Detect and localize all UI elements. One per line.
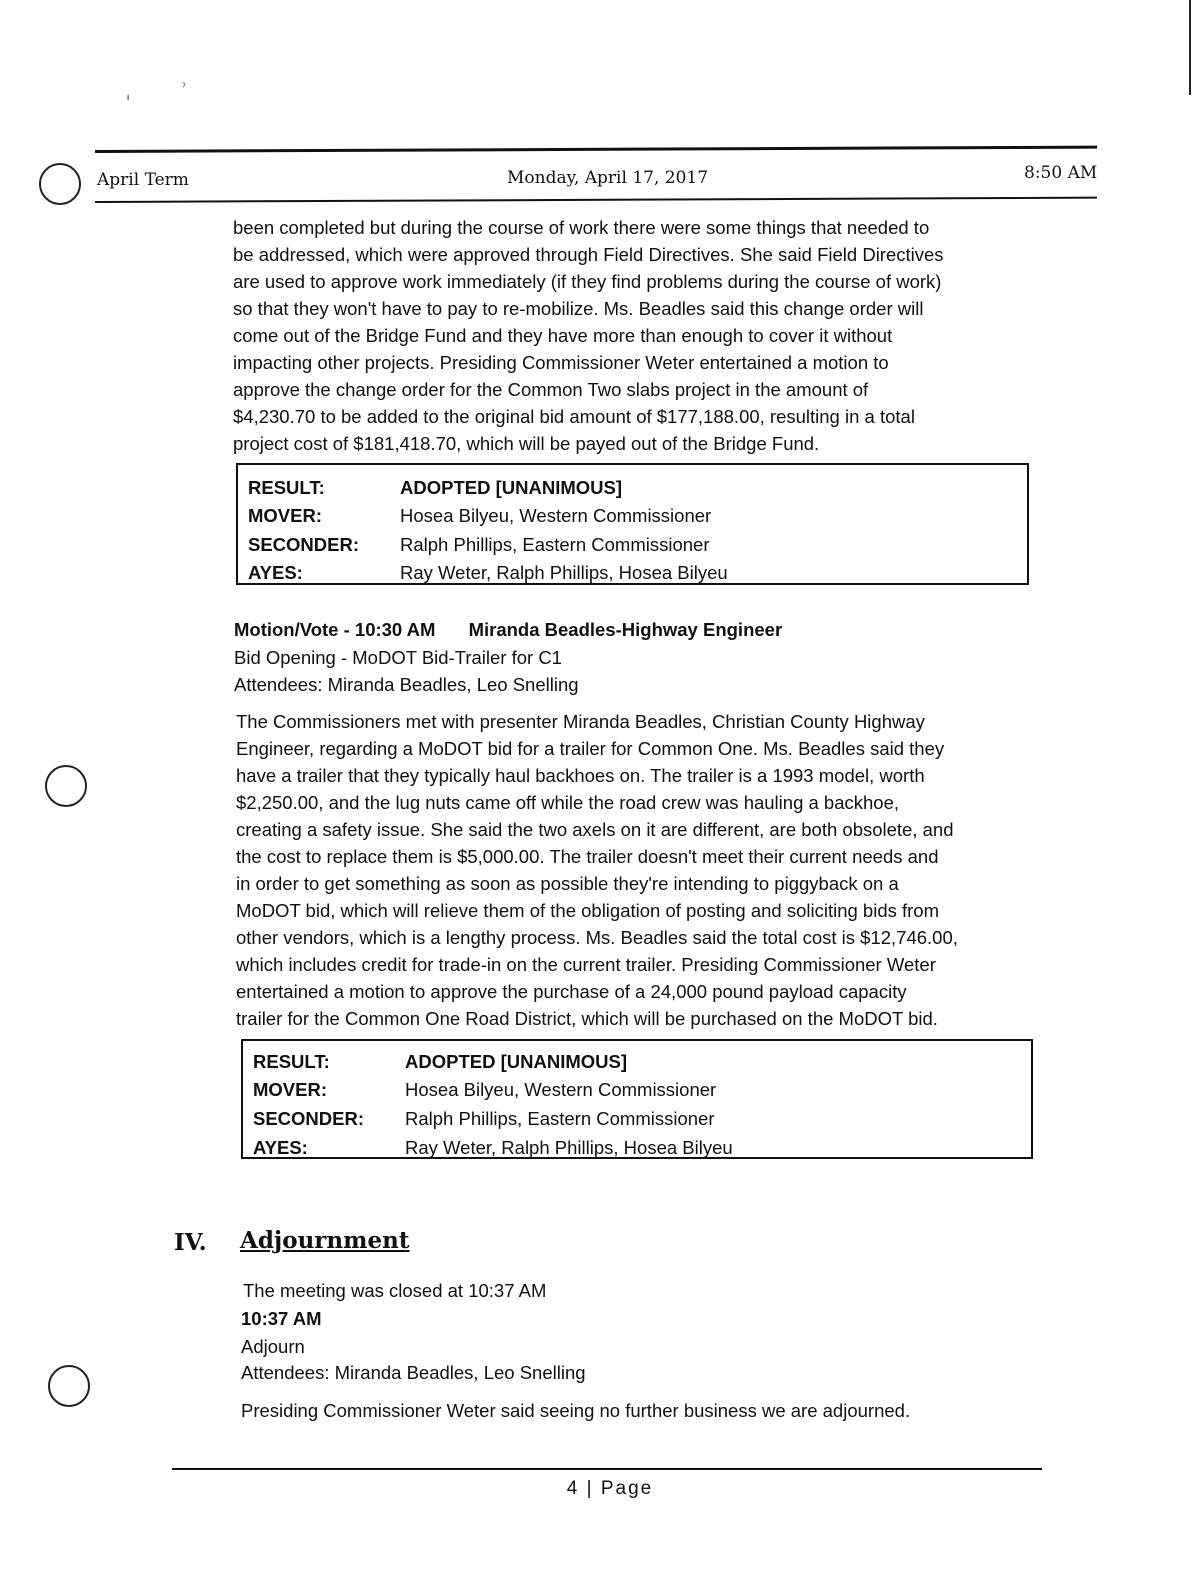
paragraph-line: the cost to replace them is $5,000.00. The trailer doesn't meet their current needs and [236,846,939,867]
adjourn-time: 10:37 AM [241,1308,322,1329]
adjourn-attendees: Attendees: Miranda Beadles, Leo Snelling [241,1362,586,1383]
paragraph-line: $4,230.70 to be added to the original bid amount of $177,188.00, resulting in a total [233,406,915,427]
result-label: RESULT: [253,1051,330,1072]
header-date: Monday, April 17, 2017 [507,168,709,188]
binder-hole-middle [45,765,87,807]
header-rule-top [95,146,1097,153]
scan-speck: ˀ [182,82,186,93]
adjourn-statement: Presiding Commissioner Weter said seeing no further business we are adjourned. [241,1400,911,1421]
header-time: 8:50 AM [1024,163,1098,183]
mover-label: MOVER: [248,505,322,526]
paragraph-line: impacting other projects. Presiding Commissioner Weter entertained a motion to [233,352,889,373]
paragraph-line: other vendors, which is a lengthy process. Ms. Beadles said the total cost is $12,746.00, [236,927,958,948]
item-paragraph [236,708,958,1032]
paragraph-line: been completed but during the course of work there were some things that needed to [233,217,930,238]
scan-edge-mark [1189,0,1191,95]
paragraph-line: Engineer, regarding a MoDOT bid for a trailer for Common One. Ms. Beadles said they [236,738,945,759]
mover-value: Hosea Bilyeu, Western Commissioner [405,1079,717,1100]
header-rule-bottom [95,197,1097,203]
ayes-value: Ray Weter, Ralph Phillips, Hosea Bilyeu [405,1137,733,1158]
result-label: RESULT: [248,477,325,498]
motion-time: Motion/Vote - 10:30 AM [234,619,436,640]
paragraph-line: project cost of $181,418.70, which will be payed out of the Bridge Fund. [233,433,820,454]
paragraph-line: have a trailer that they typically haul backhoes on. The trailer is a 1993 model, worth [236,765,925,786]
seconder-label: SECONDER: [253,1108,365,1129]
scan-speck: ᵼ [127,92,130,103]
closing-time-statement: The meeting was closed at 10:37 AM [243,1280,547,1301]
seconder-value: Ralph Phillips, Eastern Commissioner [405,1108,715,1129]
section-number: IV. [174,1229,207,1256]
paragraph-line: are used to approve work immediately (if they find problems during the course of work) [233,271,942,292]
agenda-item-header [234,619,782,641]
binder-hole-top [39,163,81,205]
mover-label: MOVER: [253,1079,327,1100]
paragraph-line: $2,250.00, and the lug nuts came off while the road crew was hauling a backhoe, [236,792,900,813]
agenda-item-attendees: Attendees: Miranda Beadles, Leo Snelling [234,674,579,695]
ayes-value: Ray Weter, Ralph Phillips, Hosea Bilyeu [400,562,728,583]
paragraph-line: MoDOT bid, which will relieve them of the obligation of posting and soliciting bids from [236,900,939,921]
paragraph-line: come out of the Bridge Fund and they have more than enough to cover it without [233,325,893,346]
vote-result-table [236,463,1029,585]
paragraph-line: creating a safety issue. She said the two axels on it are different, are both obsolete, and [236,819,954,840]
agenda-item-subject: Bid Opening - MoDOT Bid-Trailer for C1 [234,647,562,668]
paragraph-line: in order to get something as soon as possible they're intending to piggyback on a [236,873,899,894]
binder-hole-bottom [48,1365,90,1407]
ayes-label: AYES: [253,1137,308,1158]
section-title: Adjournment [240,1227,410,1254]
presenter: Miranda Beadles-Highway Engineer [468,619,783,640]
page-number: 4 | Page [566,1478,654,1499]
paragraph-line: which includes credit for trade-in on the current trailer. Presiding Commissioner Weter [236,954,936,975]
header-term: April Term [97,170,189,190]
result-value: ADOPTED [UNANIMOUS] [405,1051,627,1072]
ayes-label: AYES: [248,562,303,583]
paragraph-line: The Commissioners met with presenter Miranda Beadles, Christian County Highway [236,711,925,732]
footer-rule [172,1468,1042,1470]
paragraph-line: be addressed, which were approved through Field Directives. She said Field Directives [233,244,944,265]
vote-result-table [241,1039,1033,1159]
result-value: ADOPTED [UNANIMOUS] [400,477,622,498]
seconder-value: Ralph Phillips, Eastern Commissioner [400,534,710,555]
adjourn-label: Adjourn [241,1336,305,1357]
paragraph-line: entertained a motion to approve the purchase of a 24,000 pound payload capacity [236,981,907,1002]
paragraph-line: approve the change order for the Common Two slabs project in the amount of [233,379,869,400]
continued-paragraph [233,214,944,457]
mover-value: Hosea Bilyeu, Western Commissioner [400,505,712,526]
paragraph-line: so that they won't have to pay to re-mobilize. Ms. Beadles said this change order will [233,298,924,319]
seconder-label: SECONDER: [248,534,360,555]
paragraph-line: trailer for the Common One Road District, which will be purchased on the MoDOT bid. [236,1008,938,1029]
